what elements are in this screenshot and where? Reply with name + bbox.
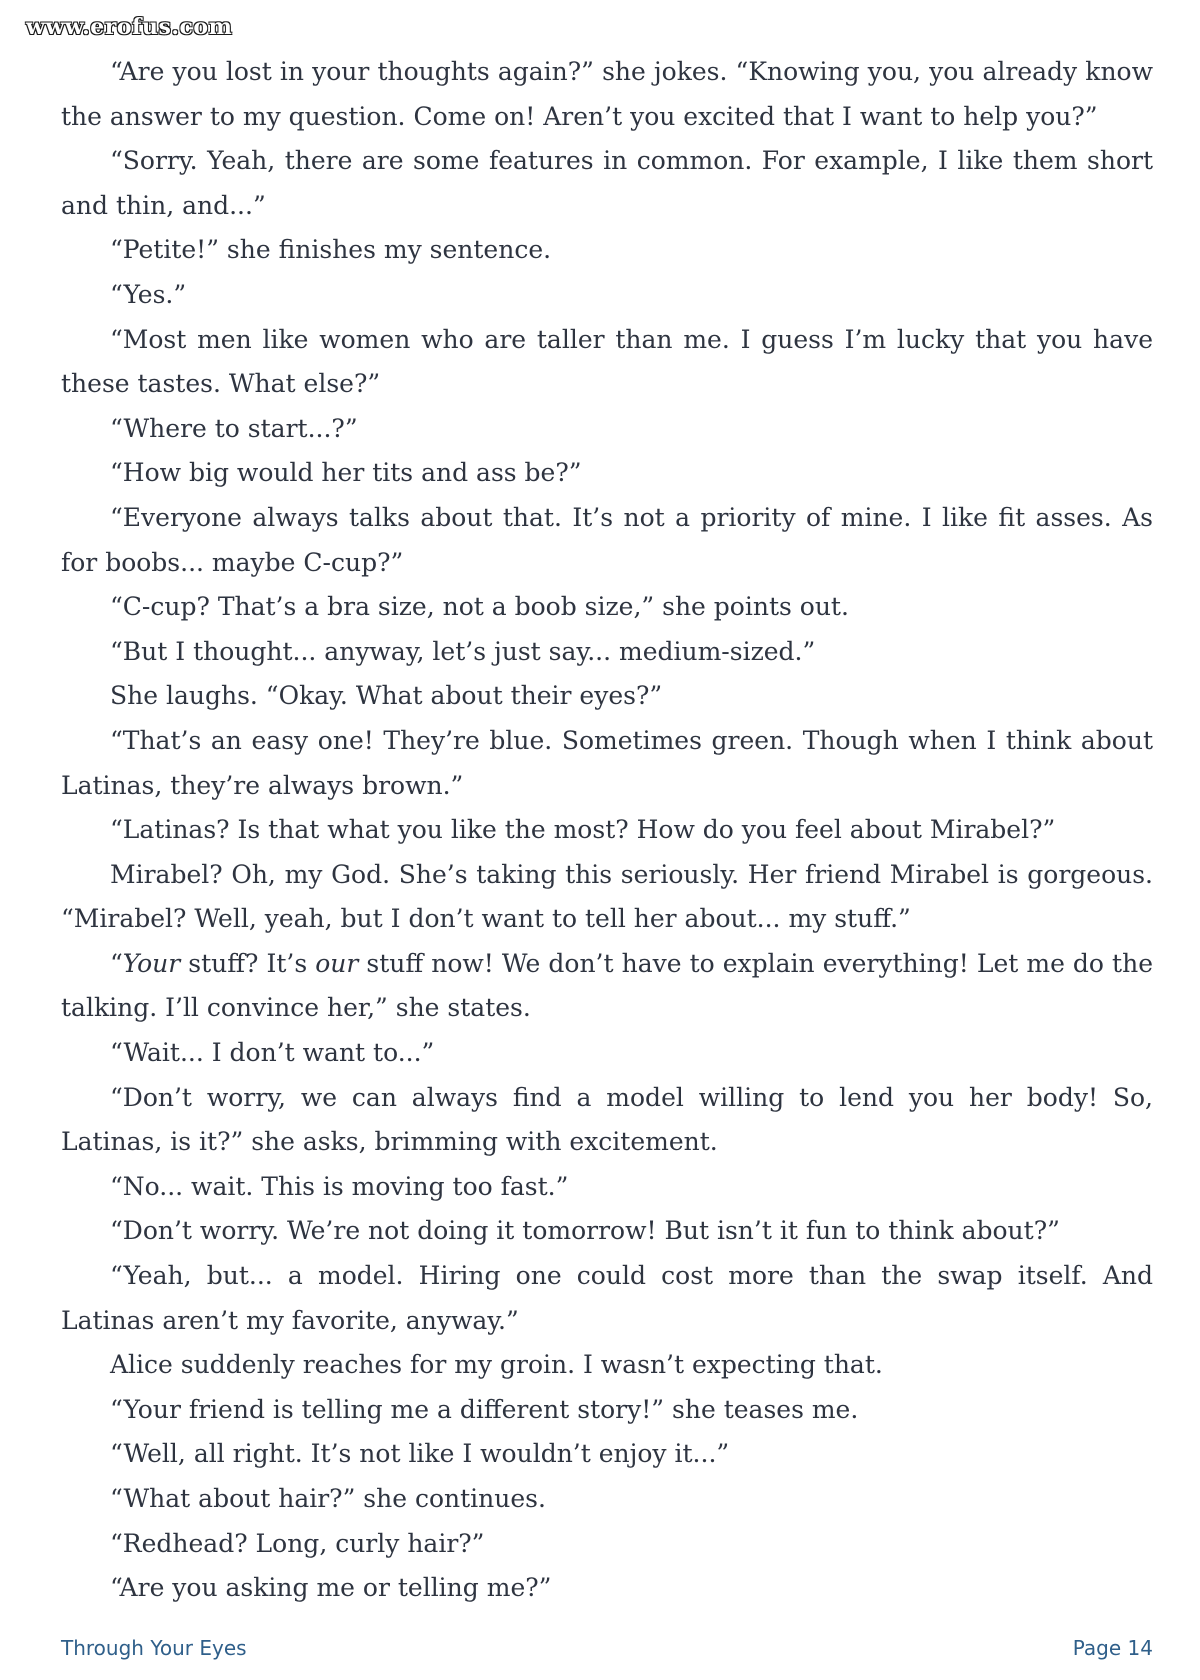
text-run: “Don’t worry, we can always find a model willing to lend you her body! So, Latinas, is it?” she asks, brimming with excitement. (61, 1082, 1153, 1157)
text-run: “ (110, 948, 123, 978)
paragraph (61, 1432, 1153, 1477)
paragraph (61, 853, 1153, 942)
paragraph (61, 1254, 1153, 1343)
emphasis-text: our (315, 948, 359, 978)
text-run: “Yeah, but... a model. Hiring one could cost more than the swap itself. And Latinas aren’t my favorite, anyway.” (61, 1261, 1153, 1335)
text-run: “Don’t worry. We’re not doing it tomorrow! But isn’t it fun to think about?” (110, 1216, 1060, 1246)
text-run: “Petite!” she finishes my sentence. (110, 235, 552, 265)
text-run: “Are you asking me or telling me?” (110, 1573, 552, 1603)
paragraph (61, 1165, 1153, 1210)
text-run: “Yes.” (110, 279, 187, 309)
text-run: “Well, all right. It’s not like I wouldn’t enjoy it...” (110, 1439, 730, 1469)
text-run: “Where to start...?” (110, 413, 358, 443)
paragraph (61, 1076, 1153, 1165)
text-run: “Latinas? Is that what you like the most? How do you feel about Mirabel?” (110, 815, 1056, 845)
paragraph (61, 139, 1153, 228)
text-run: Alice suddenly reaches for my groin. I wasn’t expecting that. (110, 1350, 883, 1380)
paragraph (61, 630, 1153, 675)
page-number: Page 14 (1072, 1636, 1153, 1660)
paragraph (61, 228, 1153, 273)
text-run: stuff now! We don’t have to explain everything! Let me do the talking. I’ll convince her,” she states. (61, 948, 1153, 1023)
text-run: “C-cup? That’s a bra size, not a boob size,” she points out. (110, 592, 849, 622)
text-run: “Everyone always talks about that. It’s not a priority of mine. I like fit asses. As for boobs... maybe C-cup?” (61, 502, 1153, 577)
text-run: “Redhead? Long, curly hair?” (110, 1528, 485, 1558)
paragraph (61, 407, 1153, 452)
text-run: “No... wait. This is moving too fast.” (110, 1171, 569, 1201)
paragraph (61, 1522, 1153, 1567)
paragraph (61, 942, 1153, 1031)
text-run: “What about hair?” she continues. (110, 1484, 546, 1513)
page-footer (61, 1634, 1153, 1662)
text-run: stuff? It’s (180, 948, 316, 978)
story-text (61, 50, 1153, 1611)
site-watermark: www.erofus.com (26, 14, 233, 40)
paragraph (61, 585, 1153, 630)
paragraph (61, 451, 1153, 496)
paragraph (61, 1343, 1153, 1388)
text-run: Mirabel? Oh, my God. She’s taking this seriously. Her friend Mirabel is gorgeous. “Mirabel? Well, yeah, but I don’t want to tell her about... my stuff.” (61, 859, 1153, 934)
text-run: “Sorry. Yeah, there are some features in common. For example, I like them short and thin, and...” (61, 146, 1153, 220)
paragraph (61, 1477, 1153, 1522)
paragraph (61, 1388, 1153, 1433)
paragraph (61, 1566, 1153, 1611)
text-run: She laughs. “Okay. What about their eyes?” (110, 681, 663, 711)
paragraph (61, 674, 1153, 719)
text-run: “Your friend is telling me a different story!” she teases me. (110, 1394, 859, 1424)
book-title: Through Your Eyes (61, 1636, 247, 1660)
paragraph (61, 808, 1153, 853)
paragraph (61, 273, 1153, 318)
text-run: “Wait... I don’t want to...” (110, 1038, 435, 1068)
paragraph (61, 1031, 1153, 1076)
text-run: “But I thought... anyway, let’s just say... medium-sized.” (110, 636, 816, 666)
paragraph (61, 50, 1153, 139)
text-run: “Most men like women who are taller than me. I guess I’m lucky that you have these tastes. What else?” (61, 324, 1153, 399)
paragraph (61, 318, 1153, 407)
text-run: “That’s an easy one! They’re blue. Sometimes green. Though when I think about Latinas, they’re always brown.” (61, 725, 1153, 800)
paragraph (61, 719, 1153, 808)
paragraph (61, 1209, 1153, 1254)
text-run: “Are you lost in your thoughts again?” she jokes. “Knowing you, you already know the answer to my question. Come on! Aren’t you excited that I want to help you?” (61, 57, 1153, 131)
text-run: “How big would her tits and ass be?” (110, 458, 582, 488)
paragraph (61, 496, 1153, 585)
emphasis-text: Your (122, 948, 181, 978)
